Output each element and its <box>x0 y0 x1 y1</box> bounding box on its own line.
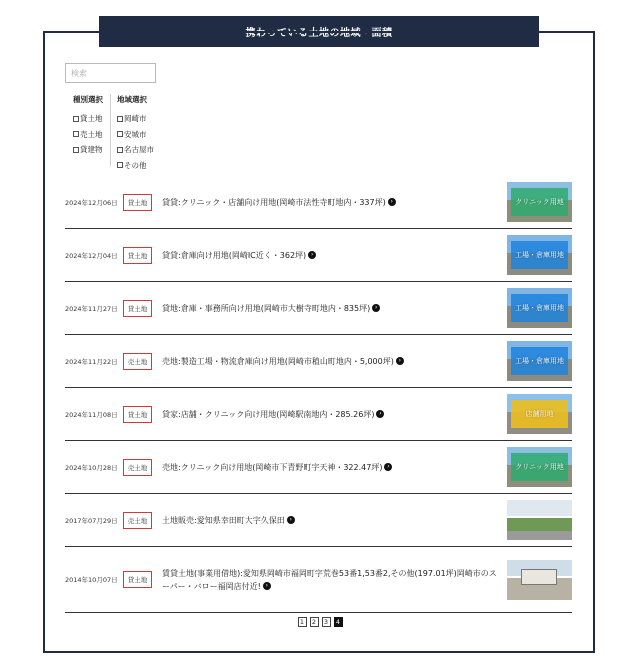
chevron-circle-right-icon: › <box>384 463 392 471</box>
checkbox[interactable] <box>73 147 79 153</box>
checkbox[interactable] <box>117 162 123 168</box>
listing-title[interactable]: 貸地:倉庫・事務所向け用地(岡崎市大樹寺町地内・835坪) › <box>162 302 507 315</box>
checkbox[interactable] <box>73 131 79 137</box>
area-option[interactable]: その他 <box>117 158 154 174</box>
type-filter-heading: 種別選択 <box>73 95 103 104</box>
chevron-circle-right-icon: › <box>396 357 404 365</box>
listing-date: 2024年11月08日 <box>65 410 118 419</box>
pagination <box>0 617 640 627</box>
listing-thumbnail[interactable]: クリニック用地 <box>507 447 572 487</box>
listing-thumbnail[interactable]: 店舗用地 <box>507 394 572 434</box>
chevron-circle-right-icon: › <box>308 251 316 259</box>
area-option[interactable]: 安城市 <box>117 127 154 143</box>
listing-badge: 貸土地 <box>123 300 152 317</box>
listing-thumbnail[interactable] <box>507 500 572 540</box>
listing-row[interactable] <box>65 176 572 229</box>
listing-badge: 貸土地 <box>123 194 152 211</box>
listing-badge: 貸土地 <box>123 406 152 423</box>
listing-title[interactable]: 売地:クリニック向け用地(岡崎市下青野町字天神・322.47坪) › <box>162 461 507 474</box>
listing-thumbnail[interactable]: 工場・倉庫用地 <box>507 288 572 328</box>
chevron-circle-right-icon: › <box>263 582 271 590</box>
page-button[interactable]: 1 <box>298 617 307 627</box>
page-title: 携わっている土地の地域・面積 <box>99 16 539 47</box>
type-option[interactable]: 売土地 <box>73 127 103 143</box>
search-input[interactable] <box>65 63 156 83</box>
chevron-circle-right-icon: › <box>287 516 295 524</box>
listing-row[interactable] <box>65 229 572 282</box>
area-filter <box>110 94 154 170</box>
listing-date: 2024年12月06日 <box>65 198 118 207</box>
type-filter <box>73 94 103 158</box>
listing-date: 2017年07月29日 <box>65 516 118 525</box>
checkbox[interactable] <box>117 131 123 137</box>
area-filter-heading: 地域選択 <box>117 95 147 104</box>
listing-row[interactable] <box>65 547 572 613</box>
listing-row[interactable] <box>65 335 572 388</box>
listing-title[interactable]: 貸貸:クリニック・店舗向け用地(岡崎市法性寺町地内・337坪) › <box>162 196 507 209</box>
chevron-circle-right-icon: › <box>372 304 380 312</box>
listing-row[interactable] <box>65 282 572 335</box>
area-option[interactable]: 名古屋市 <box>117 142 154 158</box>
listing-badge: 売土地 <box>123 512 152 529</box>
type-option[interactable]: 貸建物 <box>73 142 103 158</box>
chevron-circle-right-icon: › <box>376 410 384 418</box>
type-option[interactable]: 貸土地 <box>73 111 103 127</box>
listing-badge: 売土地 <box>123 459 152 476</box>
listing-thumbnail[interactable]: クリニック用地 <box>507 182 572 222</box>
listing-thumbnail[interactable] <box>507 560 572 600</box>
listing-list <box>65 176 572 613</box>
page-button-current[interactable]: 4 <box>334 617 343 627</box>
checkbox[interactable] <box>117 147 123 153</box>
listing-row[interactable] <box>65 494 572 547</box>
listing-title[interactable]: 貸貸:倉庫向け用地(岡崎IC近く・362坪) › <box>162 249 507 262</box>
listing-date: 2024年12月04日 <box>65 251 118 260</box>
page-button[interactable]: 2 <box>310 617 319 627</box>
listing-thumbnail[interactable]: 工場・倉庫用地 <box>507 341 572 381</box>
listing-date: 2024年11月27日 <box>65 304 118 313</box>
checkbox[interactable] <box>73 116 79 122</box>
listing-title[interactable]: 土地販売:愛知県幸田町大字久保田 › <box>162 514 507 527</box>
listing-date: 2024年11月22日 <box>65 357 118 366</box>
listing-badge: 貸土地 <box>123 247 152 264</box>
listing-row[interactable] <box>65 441 572 494</box>
listing-title[interactable]: 貸家:店舗・クリニック向け用地(岡崎駅南地内・285.26坪) › <box>162 408 507 421</box>
area-option[interactable]: 岡崎市 <box>117 111 154 127</box>
listing-date: 2024年10月28日 <box>65 463 118 472</box>
listing-thumbnail[interactable]: 工場・倉庫用地 <box>507 235 572 275</box>
listing-badge: 貸土地 <box>123 571 152 588</box>
listing-date: 2014年10月07日 <box>65 576 118 584</box>
listing-title[interactable]: 賃貸土地(事業用借地):愛知県岡崎市福岡町字荒巻53番1,53番2,その他(197.01坪)岡崎市のスーパー・バロー福岡店付近! › <box>162 568 497 591</box>
page-button[interactable]: 3 <box>322 617 331 627</box>
checkbox[interactable] <box>117 116 123 122</box>
listing-badge: 売土地 <box>123 353 152 370</box>
listing-row[interactable] <box>65 388 572 441</box>
chevron-circle-right-icon: › <box>388 198 396 206</box>
listing-title[interactable]: 売地:製造工場・物流倉庫向け用地(岡崎市稙山町地内・5,000坪) › <box>162 355 507 368</box>
